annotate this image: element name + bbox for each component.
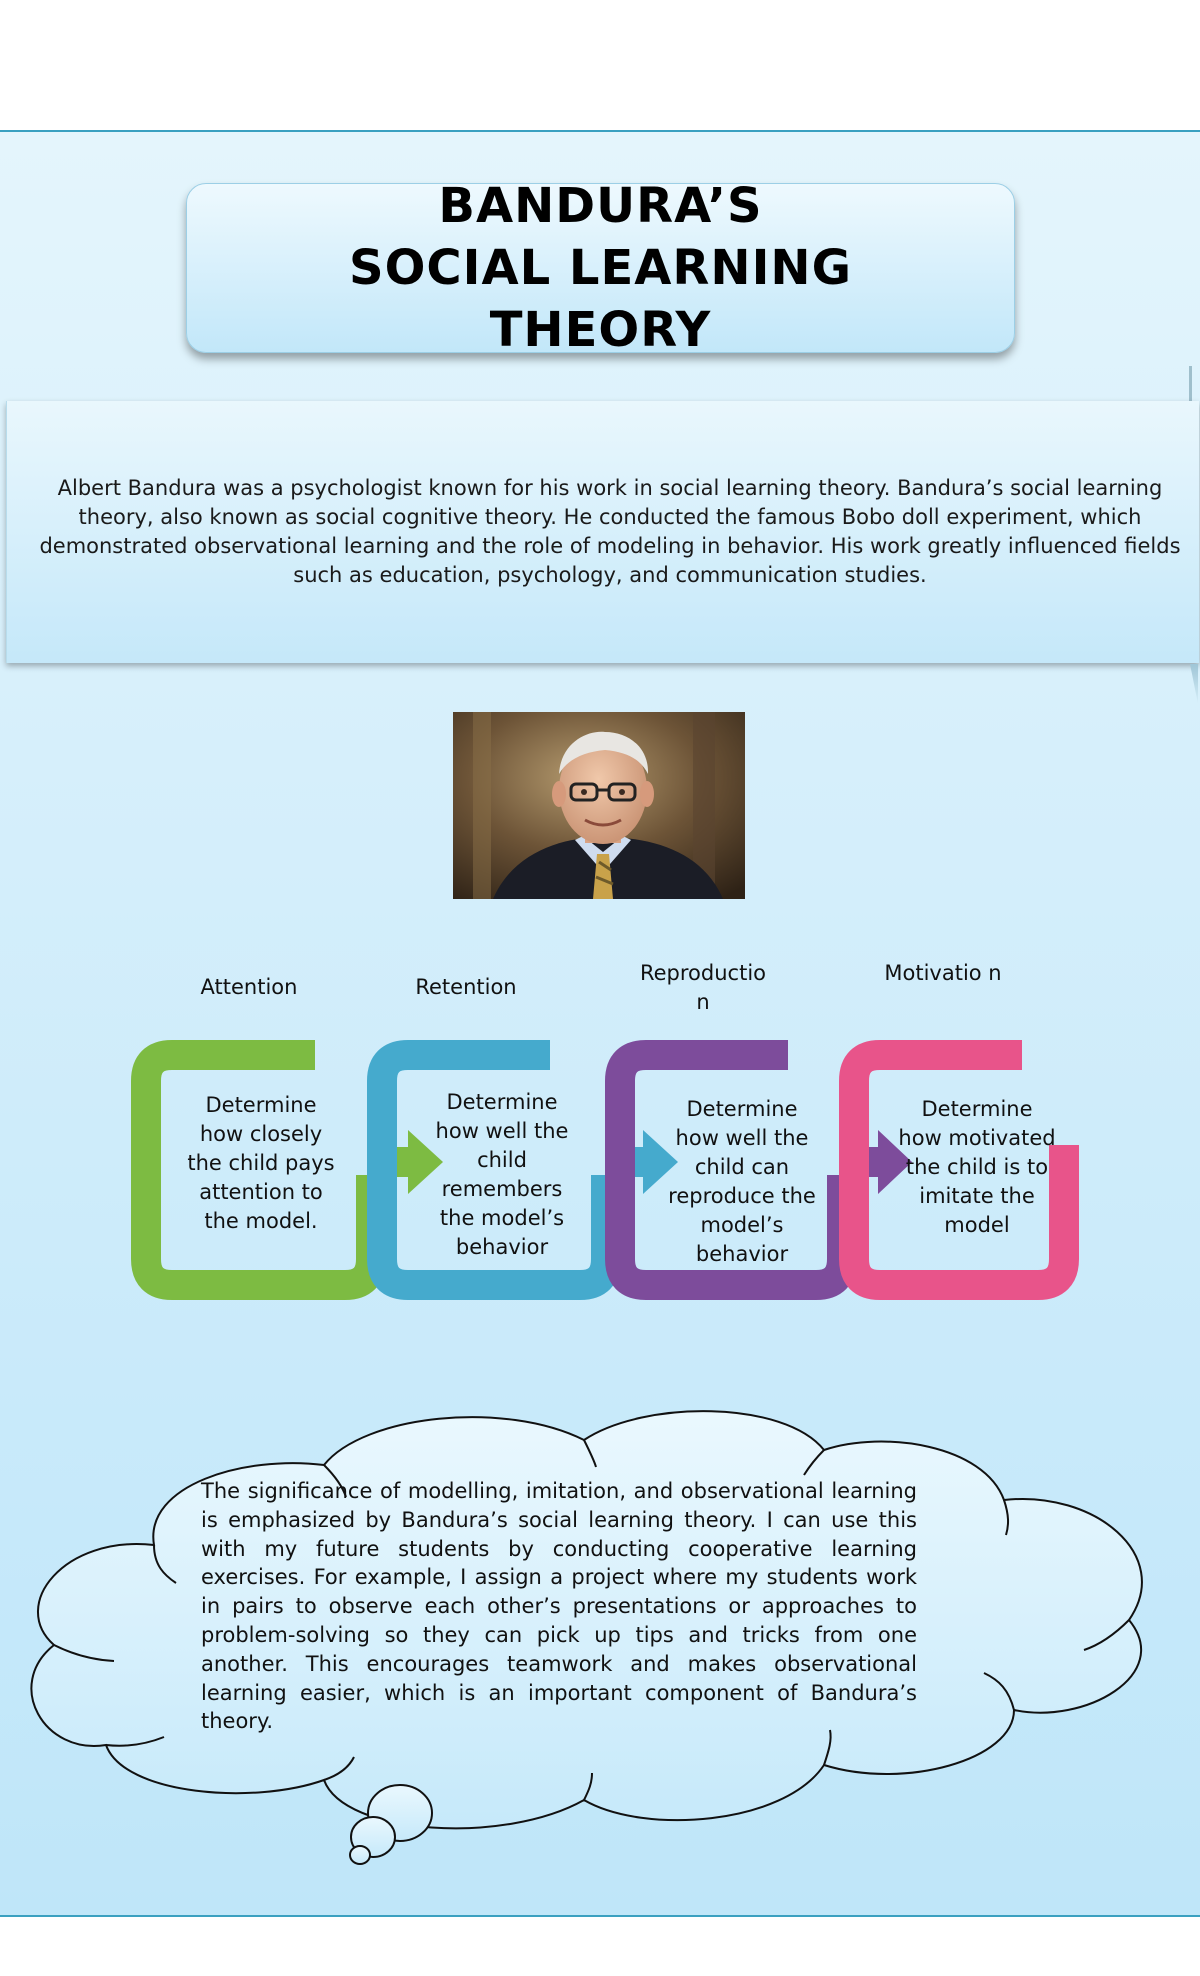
stage-title-motivation: Motivatio n [884, 961, 1002, 985]
stage-title-retention: Retention [415, 975, 517, 999]
intro-paragraph: Albert Bandura was a psychologist known for his work in social learning theory. Bandura’s social learning theory, also known as social cognitive theory. He conducted the famous Bobo doll experiment, which demonstrated observational learning and the role of modeling in behavior. His work greatly influenced fields such as education, psychology, and communication studies. [39, 476, 1181, 587]
stage-description-retention: Determine how well the child remembers the model’s behavior [435, 1090, 569, 1259]
stage-description-attention: Determine how closely the child pays attention to the model. [187, 1093, 335, 1233]
portrait-illustration [453, 712, 745, 899]
title-banner [186, 178, 1015, 358]
stage-description-reproduction: Determine how well the child can reproduce the model’s behavior [668, 1097, 816, 1266]
intro-fold-top [1189, 366, 1192, 402]
bandura-portrait [453, 712, 745, 899]
reflection-paragraph: The significance of modelling, imitation, and observational learning is emphasized by Bandura’s social learning theory. I can use this with my future students by conducting cooperative learning exercises. For example, I assign a project where my students work in pairs to observe each other’s presentations or approaches to problem-solving so they can pick up tips and tricks from one another. This encourages teamwork and makes observational learning easier, which is an important component of Bandura’s theory. [201, 1479, 917, 1734]
stage-title-attention: Attention [200, 975, 298, 999]
stage-description-motivation: Determine how motivated the child is to imitate the model [898, 1097, 1056, 1237]
stage-title-reproduction: Reproductio n [639, 961, 767, 1014]
page-title: BANDURA’S SOCIAL LEARNING THEORY [349, 178, 852, 358]
